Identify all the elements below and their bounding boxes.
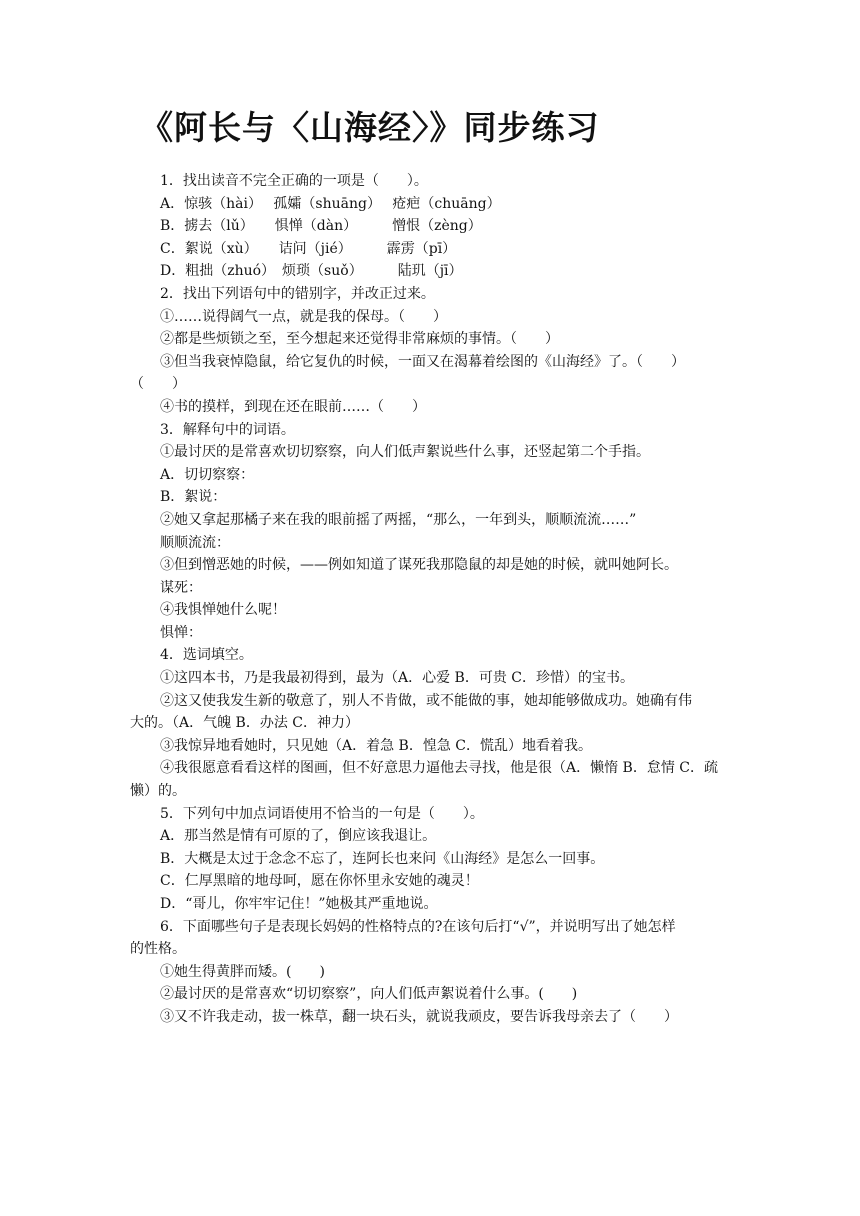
question-1-stem: 1．找出读音不完全正确的一项是（ ）。 (160, 173, 428, 189)
question-3-sentence-4: ④我惧惮她什么呢！ (160, 602, 286, 619)
question-3-term-a: A．切切察察： (160, 466, 255, 483)
question-2-stem: 2．找出下列语句中的错别字，并改正过来。 (160, 285, 435, 302)
question-4-sentence-2-cont: 大的。（A．气魄 B．办法 C．神力） (130, 715, 360, 732)
question-4-sentence-3: ③我惊异地看她时，只见她（A．着急 B．惶急 C．慌乱）地看着我。 (160, 737, 593, 754)
question-6-sentence-2: ②最讨厌的是常喜欢“切切察察”，向人们低声絮说着什么事。( ) (160, 986, 578, 1003)
question-3-stem: 3．解释句中的词语。 (160, 421, 295, 438)
question-2-sentence-3: ③但当我衰悼隐鼠，给它复仇的时候，一面又在渴幕着绘图的《山海经》了。（ ） (160, 353, 685, 370)
question-4-sentence-1: ①这四本书，乃是我最初得到，最为（A．心爱 B．可贵 C．珍惜）的宝书。 (160, 670, 635, 687)
question-6-sentence-3: ③又不许我走动，拔一株草，翻一块石头，就说我顽皮，要告诉我母亲去了（ ） (160, 1008, 678, 1025)
question-5-option-b: B．大概是太过于念念不忘了，连阿长也来问《山海经》是怎么一回事。 (160, 850, 605, 867)
question-6-stem-cont: 的性格。 (130, 941, 186, 958)
question-3-sentence-3: ③但到憎恶她的时候，——例如知道了谋死我那隐鼠的却是她的时候，就叫她阿长。 (160, 557, 678, 574)
question-3-sentence-1: ①最讨厌的是常喜欢切切察察，向人们低声絮说些什么事，还竖起第二个手指。 (160, 444, 650, 461)
question-1-option-a: A．惊骇（hài） 孤孀（shuāng） 疮疤（chuāng） (160, 195, 501, 212)
question-2-sentence-1: ①……说得阔气一点，就是我的保母。（ ） (160, 308, 447, 325)
question-5-stem: 5．下列句中加点词语使用不恰当的一句是（ ）。 (160, 805, 484, 822)
question-2-sentence-3-cont: （ ） (130, 376, 186, 393)
question-4-sentence-4-cont: 懒）的。 (130, 783, 186, 800)
question-1-option-d: D．粗拙（zhuó） 烦琐（suǒ） 陆玑（jī） (160, 263, 463, 280)
question-5-option-a: A．那当然是情有可原的了，倒应该我退让。 (160, 828, 437, 845)
question-4-sentence-2: ②这又使我发生新的敬意了，别人不肯做，或不能做的事，她却能够做成功。她确有伟 (160, 692, 692, 709)
question-3-term-b: B．絮说： (160, 489, 227, 506)
question-5-option-c: C．仁厚黑暗的地母呵，愿在你怀里永安她的魂灵！ (160, 873, 479, 890)
question-1-option-c: C．絮说（xù） 诘问（jié） 霹雳（pī） (160, 240, 457, 257)
question-6-sentence-1: ①她生得黄胖而矮。( ) (160, 963, 325, 980)
question-6-stem: 6．下面哪些句子是表现长妈妈的性格特点的?在该句后打“√”，并说明写出了她怎样 (160, 918, 676, 935)
question-3-term-2: 顺顺流流： (160, 534, 230, 551)
question-5-option-d: D．“哥儿，你牢牢记住！”她极其严重地说。 (160, 896, 438, 912)
question-3-sentence-2: ②她又拿起那橘子来在我的眼前摇了两摇，“那么，一年到头，顺顺流流……” (160, 511, 637, 528)
question-1-option-b: B．掳去（lǔ） 惧惮（dàn） 憎恨（zèng） (160, 218, 482, 235)
question-4-stem: 4．选词填空。 (160, 647, 253, 664)
page-title: 《阿长与〈山海经〉》同步练习 (140, 108, 600, 147)
question-3-term-4: 惧惮： (160, 624, 202, 641)
question-3-term-3: 谋死： (160, 579, 202, 596)
exercise-body (130, 170, 730, 1029)
question-2-sentence-2: ②都是些烦锁之至，至今想起来还觉得非常麻烦的事情。（ ） (160, 331, 559, 348)
question-2-sentence-4: ④书的摸样，到现在还在眼前……（ ） (160, 398, 426, 415)
question-4-sentence-4: ④我很愿意看看这样的图画，但不好意思力逼他去寻找，他是很（A．懒惰 B．怠情 C．疏 (160, 760, 719, 777)
